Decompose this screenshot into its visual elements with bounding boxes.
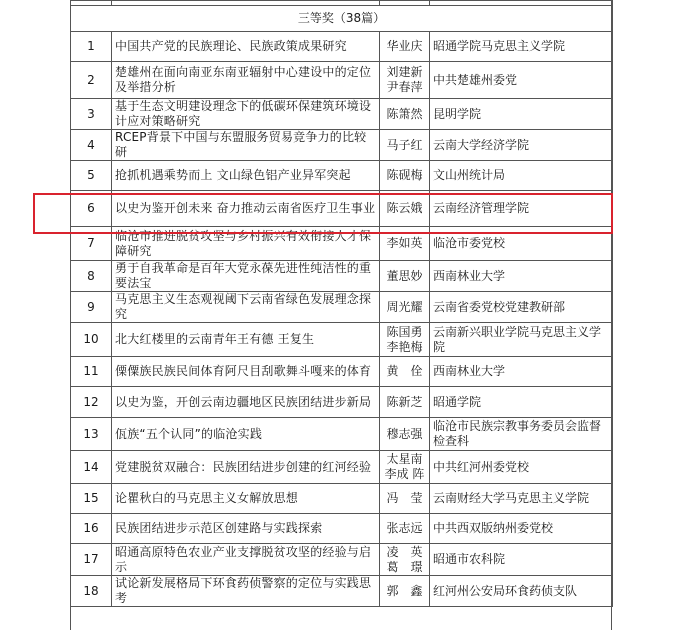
author-organization: 昭通市农科院 — [430, 544, 613, 576]
paper-title: 佤族“五个认同”的临沧实践 — [112, 418, 380, 451]
row-number: 12 — [71, 387, 112, 418]
paper-title: 马克思主义生态观视阈下云南省绿色发展理念探究 — [112, 292, 380, 323]
table-row — [71, 227, 613, 261]
author-organization: 中共西双版纳州委党校 — [430, 514, 613, 544]
author-name: 陈箫然 — [380, 99, 430, 130]
author-organization: 云南大学经济学院 — [430, 130, 613, 161]
row-number: 2 — [71, 62, 112, 99]
author-name: 李如英 — [380, 227, 430, 261]
author-organization: 临沧市民族宗教事务委员会监督检查科 — [430, 418, 613, 451]
author-organization: 云南财经大学马克思主义学院 — [430, 484, 613, 514]
author-name: 周光耀 — [380, 292, 430, 323]
author-organization: 云南省委党校党建教研部 — [430, 292, 613, 323]
paper-title: 民族团结进步示范区创建路与实践探索 — [112, 514, 380, 544]
table-row — [71, 451, 613, 484]
row-number: 1 — [71, 32, 112, 62]
paper-title: 以史为鉴，开创云南边疆地区民族团结进步新局 — [112, 387, 380, 418]
table-row — [71, 161, 613, 191]
table-row — [71, 191, 613, 227]
row-number: 5 — [71, 161, 112, 191]
author-organization: 临沧市委党校 — [430, 227, 613, 261]
table-row — [71, 62, 613, 99]
author-name: 黄 佺 — [380, 357, 430, 387]
paper-title: 党建脱贫双融合：民族团结进步创建的红河经验 — [112, 451, 380, 484]
table-row — [71, 32, 613, 62]
author-organization: 文山州统计局 — [430, 161, 613, 191]
author-name: 董思妙 — [380, 261, 430, 292]
paper-title: 临沧市推进脱贫攻坚与乡村振兴有效衔接人才保障研究 — [112, 227, 380, 261]
author-name: 郭 鑫 — [380, 576, 430, 607]
paper-title: RCEP背景下中国与东盟服务贸易竞争力的比较研 — [112, 130, 380, 161]
paper-title: 以史为鉴开创未来 奋力推动云南省医疗卫生事业 — [112, 191, 380, 227]
section-title: 三等奖（38篇） — [71, 6, 613, 32]
section-header-row — [71, 6, 613, 32]
table-row — [71, 130, 613, 161]
table-row — [71, 576, 613, 607]
table-row — [71, 292, 613, 323]
author-name: 穆志强 — [380, 418, 430, 451]
row-number: 13 — [71, 418, 112, 451]
author-name: 太星南 李成 阵 — [380, 451, 430, 484]
table-row — [71, 387, 613, 418]
author-organization: 昭通学院马克思主义学院 — [430, 32, 613, 62]
author-organization: 云南经济管理学院 — [430, 191, 613, 227]
row-number: 6 — [71, 191, 112, 227]
row-number: 11 — [71, 357, 112, 387]
author-organization: 红河州公安局环食药侦支队 — [430, 576, 613, 607]
paper-title: 昭通高原特色农业产业支撑脱贫攻坚的经验与启示 — [112, 544, 380, 576]
table-row — [71, 261, 613, 292]
author-organization: 昆明学院 — [430, 99, 613, 130]
table-row — [71, 544, 613, 576]
paper-title: 勇于自我革命是百年大党永葆先进性纯洁性的重要法宝 — [112, 261, 380, 292]
author-organization: 昭通学院 — [430, 387, 613, 418]
author-name: 冯 莹 — [380, 484, 430, 514]
author-name: 陈云娥 — [380, 191, 430, 227]
paper-title: 傈僳族民族民间体育阿尺目刮歌舞斗嘎来的体育 — [112, 357, 380, 387]
paper-title: 中国共产党的民族理论、民族政策成果研究 — [112, 32, 380, 62]
row-number: 3 — [71, 99, 112, 130]
author-organization: 中共红河州委党校 — [430, 451, 613, 484]
table-row — [71, 99, 613, 130]
author-name: 陈国勇 李艳梅 — [380, 323, 430, 357]
row-number: 8 — [71, 261, 112, 292]
author-organization: 云南新兴职业学院马克思主义学院 — [430, 323, 613, 357]
paper-title: 北大红楼里的云南青年王有德 王复生 — [112, 323, 380, 357]
author-organization: 西南林业大学 — [430, 357, 613, 387]
author-name: 陈新芝 — [380, 387, 430, 418]
paper-title: 试论新发展格局下环食药侦警察的定位与实践思考 — [112, 576, 380, 607]
author-name: 陈砚梅 — [380, 161, 430, 191]
row-number: 7 — [71, 227, 112, 261]
paper-title: 基于生态文明建设理念下的低碳环保建筑环境设计应对策略研究 — [112, 99, 380, 130]
row-number: 4 — [71, 130, 112, 161]
table-row — [71, 323, 613, 357]
table-row — [71, 418, 613, 451]
table-row — [71, 514, 613, 544]
row-number: 15 — [71, 484, 112, 514]
row-number: 18 — [71, 576, 112, 607]
author-name: 凌 英 葛 璟 — [380, 544, 430, 576]
row-number: 9 — [71, 292, 112, 323]
author-organization: 中共楚雄州委党 — [430, 62, 613, 99]
author-name: 张志远 — [380, 514, 430, 544]
row-number: 16 — [71, 514, 112, 544]
paper-title: 论瞿秋白的马克思主义女解放思想 — [112, 484, 380, 514]
awards-table — [70, 0, 613, 607]
table-row — [71, 357, 613, 387]
author-name: 华业庆 — [380, 32, 430, 62]
row-number: 14 — [71, 451, 112, 484]
paper-title: 楚雄州在面向南亚东南亚辐射中心建设中的定位及举措分析 — [112, 62, 380, 99]
author-name: 马子红 — [380, 130, 430, 161]
row-number: 10 — [71, 323, 112, 357]
table-row — [71, 484, 613, 514]
author-organization: 西南林业大学 — [430, 261, 613, 292]
row-number: 17 — [71, 544, 112, 576]
author-name: 刘建新 尹春萍 — [380, 62, 430, 99]
paper-title: 抢抓机遇乘势而上 文山绿色铝产业异军突起 — [112, 161, 380, 191]
